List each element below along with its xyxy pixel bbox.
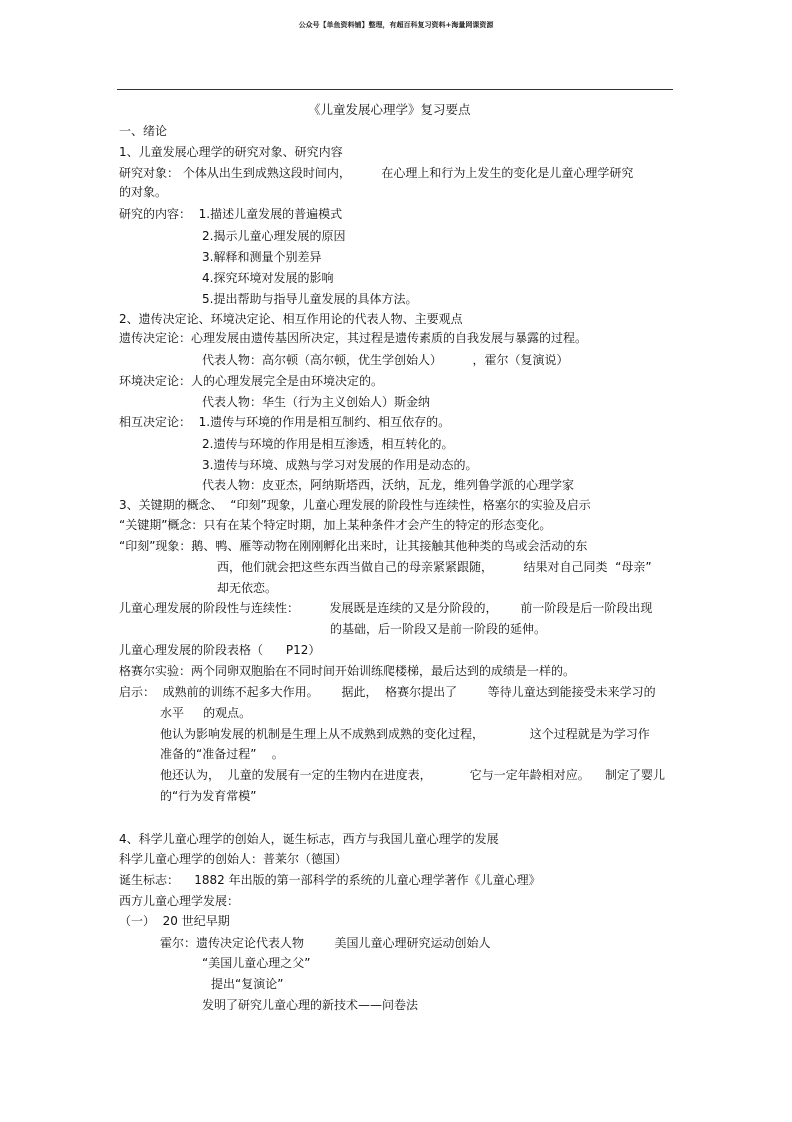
subsection-heading: 1、儿童发展心理学的研究对象、研究内容 [119,145,343,159]
subsection-heading: 3、关键期的概念、 “印刻”现象，儿童心理发展的阶段性与连续性，格塞尔的实验及启示 [119,498,591,512]
page-header: 公众号【单鱼资料铺】整理，有超百科复习资料+海量网课资源 [298,21,494,29]
list-item: 5.提出帮助与指导儿童发展的具体方法。 [202,292,418,306]
text-line: 准备的“准备过程” 。 [160,747,284,761]
list-item: 2.遗传与环境的作用是相互渗透，相互转化的。 [202,437,454,451]
document-title: 《儿童发展心理学》复习要点 [308,102,471,117]
text-line: 西，他们就会把这些东西当做自己的母亲紧紧跟随， 结果对自己同类 “母亲” [217,560,652,574]
text-line: 发明了研究儿童心理的新技术——问卷法 [202,998,419,1012]
text-line: “美国儿童心理之父” [202,956,311,970]
text-line: 儿童心理发展的阶段表格（ P12） [119,643,321,657]
text-line: 研究对象： 个体从出生到成熟这段时间内， 在心理上和行为上发生的变化是儿童心理学研究 [119,166,634,180]
text-line: 却无依恋。 [217,581,278,595]
list-item: 研究的内容： 1.描述儿童发展的普遍模式 [119,207,343,221]
text-line: 启示： 成熟前的训练不起多大作用。 据此， 格赛尔提出了 等待儿童达到能接受未来学习的 [119,685,656,699]
text-line: （一） 20 世纪早期 [119,914,230,928]
text-line: 的对象。 [119,185,168,199]
list-item: 相互决定论： 1.遗传与环境的作用是相互制约、相互依存的。 [119,415,451,429]
text-line: 的基础，后一阶段又是前一阶段的延伸。 [330,622,547,636]
subsection-heading: 4、科学儿童心理学的创始人，诞生标志，西方与我国儿童心理学的发展 [119,832,499,846]
header-divider [117,89,673,90]
section-heading: 一、绪论 [119,124,168,138]
text-line: 代表人物：皮亚杰，阿纳斯塔西，沃纳，瓦龙，维列鲁学派的心理学家 [202,478,575,492]
text-line: 的“行为发育常模” [160,789,257,803]
text-line: 科学儿童心理学的创始人：普莱尔（德国） [119,852,348,866]
text-line: 代表人物：高尔顿（高尔顿，优生学创始人） ，霍尔（复演说） [202,353,569,367]
text-line: 代表人物：华生（行为主义创始人）斯金纳 [202,395,431,409]
text-line: “印刻”现象：鹅、鸭、雁等动物在刚刚孵化出来时，让其接触其他种类的鸟或会活动的东 [119,539,588,553]
text-line: 诞生标志： 1882 年出版的第一部科学的系统的儿童心理学著作《儿童心理》 [119,873,541,887]
text-line: 格赛尔实验：两个同卵双胞胎在不同时间开始训练爬楼梯，最后达到的成绩是一样的。 [119,664,576,678]
list-item: 4.探究环境对发展的影响 [202,271,334,285]
list-item: 3.遗传与环境、成熟与学习对发展的作用是动态的。 [202,458,478,472]
list-item: 2.揭示儿童心理发展的原因 [202,229,346,243]
text-line: 他还认为， 儿童的发展有一定的生物内在进度表， 它与一定年龄相对应。 制定了婴儿 [160,768,666,782]
text-line: 儿童心理发展的阶段性与连续性： 发展既是连续的又是分阶段的， 前一阶段是后一阶段出现 [119,601,653,615]
text-line: “关键期”概念：只有在某个特定时期，加上某种条件才会产生的特定的形态变化。 [119,518,552,532]
text-line: 霍尔：遗传决定论代表人物 美国儿童心理研究运动创始人 [160,936,491,950]
subsection-heading: 2、遗传决定论、环境决定论、相互作用论的代表人物、主要观点 [119,312,463,326]
text-line: 水平 的观点。 [160,706,252,720]
text-line: 他认为影响发展的机制是生理上从不成熟到成熟的变化过程， 这个过程就是为学习作 [160,727,650,741]
text-line: 西方儿童心理学发展： [119,894,240,908]
text-line: 环境决定论：人的心理发展完全是由环境决定的。 [119,374,384,388]
list-item: 3.解释和测量个别差异 [202,250,322,264]
text-line: 遗传决定论：心理发展由遗传基因所决定，其过程是遗传素质的自我发展与暴露的过程。 [119,331,588,345]
text-line: 提出“复演论” [211,977,284,991]
